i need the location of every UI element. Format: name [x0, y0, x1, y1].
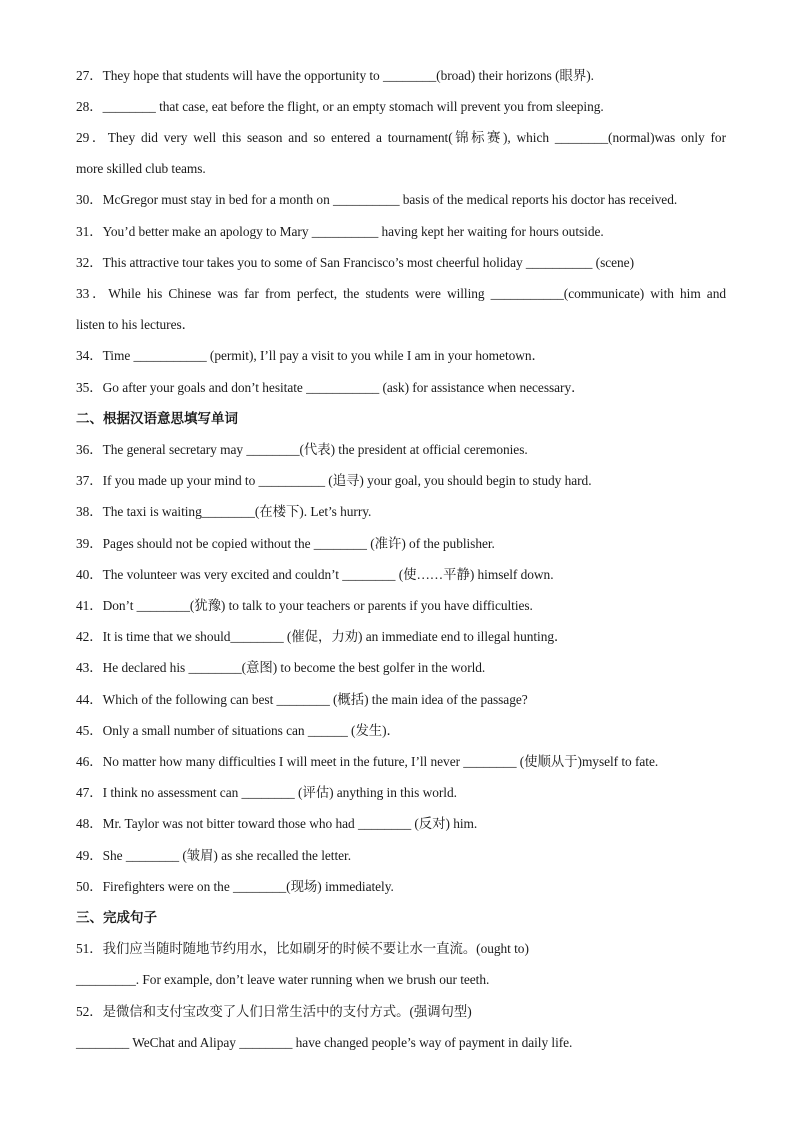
question-52-answer-line: ________ WeChat and Alipay ________ have changed people’s way of payment in daily life. [76, 1035, 573, 1050]
question-43: 43．He declared his ________(意图) to become the best golfer in the world. [76, 660, 486, 675]
question-29-line-1: 29．They did very well this season and so entered a tournament(锦标赛), which ________(normal)was only for [76, 130, 726, 145]
question-36: 36．The general secretary may ________(代表) the president at official ceremonies. [76, 442, 528, 457]
question-35: 35．Go after your goals and don’t hesitate ___________ (ask) for assistance when necessary． [76, 380, 585, 395]
question-30: 30．McGregor must stay in bed for a month on __________ basis of the medical reports his doctor has received. [76, 192, 678, 207]
question-51-answer-line: _________. For example, don’t leave water running when we brush our teeth. [76, 972, 490, 987]
section-heading-3: 三、完成句子 [76, 910, 157, 926]
question-29-line-2: more skilled club teams. [76, 161, 206, 176]
question-33-line-2: listen to his lectures． [76, 317, 195, 332]
question-45: 45．Only a small number of situations can ______ (发生)． [76, 723, 400, 738]
question-51-prompt: 51．我们应当随时随地节约用水，比如刷牙的时候不要让水一直流。(ought to) [76, 941, 529, 956]
question-49: 49．She ________ (皱眉) as she recalled the letter. [76, 848, 352, 863]
question-42: 42．It is time that we should________ (催促，力劝) an immediate end to illegal hunting． [76, 629, 568, 644]
section-heading-2: 二、根据汉语意思填写单词 [76, 411, 238, 427]
question-33-line-1: 33．While his Chinese was far from perfect, the students were willing ___________(communicate) with him and [76, 286, 726, 301]
question-31: 31．You’d better make an apology to Mary __________ having kept her waiting for hours outside. [76, 224, 604, 239]
question-32: 32．This attractive tour takes you to some of San Francisco’s most cheerful holiday __________ (scene) [76, 255, 634, 270]
question-48: 48．Mr. Taylor was not bitter toward those who had ________ (反对) him. [76, 816, 478, 831]
question-34: 34．Time ___________ (permit), I’ll pay a visit to you while I am in your hometown． [76, 348, 545, 363]
question-39: 39．Pages should not be copied without the ________ (准许) of the publisher. [76, 536, 495, 551]
question-44: 44．Which of the following can best ________ (概括) the main idea of the passage? [76, 692, 528, 707]
question-38: 38．The taxi is waiting________(在楼下). Let’s hurry. [76, 504, 372, 519]
question-37: 37．If you made up your mind to __________ (追寻) your goal, you should begin to study hard. [76, 473, 592, 488]
question-40: 40．The volunteer was very excited and couldn’t ________ (使……平静) himself down. [76, 567, 554, 582]
question-41: 41．Don’t ________(犹豫) to talk to your teachers or parents if you have difficulties. [76, 598, 533, 613]
question-52-prompt: 52．是微信和支付宝改变了人们日常生活中的支付方式。(强调句型) [76, 1004, 472, 1019]
question-47: 47．I think no assessment can ________ (评估) anything in this world. [76, 785, 457, 800]
question-50: 50．Firefighters were on the ________(现场) immediately. [76, 879, 394, 894]
question-28: 28．________ that case, eat before the flight, or an empty stomach will prevent you from sleeping. [76, 99, 604, 114]
question-27: 27．They hope that students will have the opportunity to ________(broad) their horizons (眼界). [76, 68, 594, 83]
question-46: 46．No matter how many difficulties I will meet in the future, I’ll never ________ (使顺从于)myself to fate. [76, 754, 659, 769]
